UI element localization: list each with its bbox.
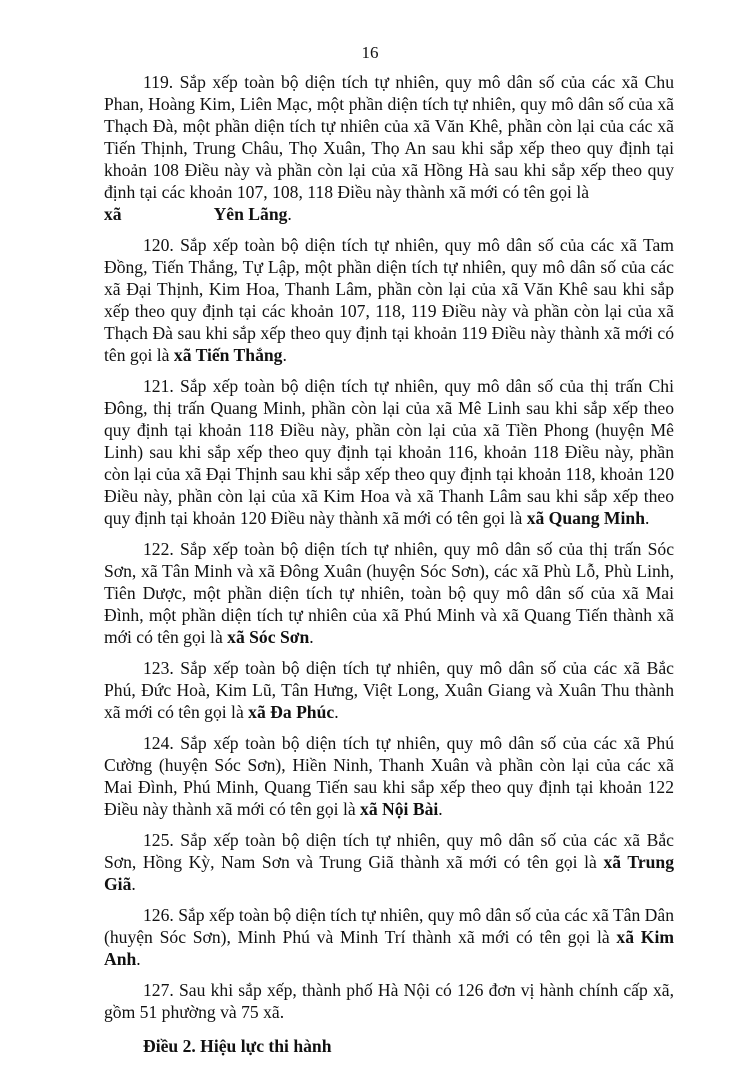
clause-text: 120. Sắp xếp toàn bộ diện tích tự nhiên, quy mô dân số của các xã Tam Đồng, Tiến Thắng, Tự Lập, một phần diện tích tự nhiên, quy mô dân số của các xã Đại Thịnh, Kim Hoa, Thanh Lâm, phần còn lại của xã Văn Khê sau khi sắp xếp theo quy định tại các khoản 107, 118, 119 Điều này và phần còn lại của xã Thạch Đà sau khi sắp xếp theo quy định tại khoản 119 Điều này thành xã mới có tên gọi là — [104, 235, 674, 365]
clause-text: 126. Sắp xếp toàn bộ diện tích tự nhiên, quy mô dân số của các xã Tân Dân (huyện Sóc Sơn), Minh Phú và Minh Trí thành xã mới có tên gọi là — [104, 905, 674, 947]
clause-121: 121. Sắp xếp toàn bộ diện tích tự nhiên, quy mô dân số của thị trấn Chi Đông, thị trấn Quang Minh, phần còn lại của xã Mê Linh sau khi sắp xếp theo quy định tại khoản 118 Điều này, phần còn lại của xã Tiền Phong (huyện Mê Linh) sau khi sắp xếp theo quy định tại khoản 116, khoản 118 Điều này, phần còn lại của xã Đại Thịnh sau khi sắp xếp theo quy định tại khoản 118, khoản 120 Điều này, phần còn lại của xã Kim Hoa và xã Thanh Lâm sau khi sắp xếp theo quy định tại khoản 120 Điều này thành xã mới có tên gọi là xã Quang Minh. — [104, 376, 674, 528]
clause-text: 122. Sắp xếp toàn bộ diện tích tự nhiên, quy mô dân số của thị trấn Sóc Sơn, xã Tân Minh và xã Đông Xuân (huyện Sóc Sơn), các xã Phù Lỗ, Phù Linh, Tiên Dược, một phần diện tích tự nhiên, toàn bộ quy mô dân số của xã Mai Đình, một phần diện tích tự nhiên của xã Phú Minh và xã Quang Tiến thành xã mới có tên gọi là — [104, 539, 674, 647]
new-commune-name: xã Kim Anh — [104, 927, 674, 969]
clause-126: 126. Sắp xếp toàn bộ diện tích tự nhiên, quy mô dân số của các xã Tân Dân (huyện Sóc Sơn), Minh Phú và Minh Trí thành xã mới có tên gọi là xã Kim Anh. — [104, 905, 674, 969]
new-commune-name: xã Nội Bài — [360, 799, 439, 819]
clause-120: 120. Sắp xếp toàn bộ diện tích tự nhiên, quy mô dân số của các xã Tam Đồng, Tiến Thắng, Tự Lập, một phần diện tích tự nhiên, quy mô dân số của các xã Đại Thịnh, Kim Hoa, Thanh Lâm, phần còn lại của xã Văn Khê sau khi sắp xếp theo quy định tại các khoản 107, 118, 119 Điều này và phần còn lại của xã Thạch Đà sau khi sắp xếp theo quy định tại khoản 119 Điều này thành xã mới có tên gọi là xã Tiến Thắng. — [104, 235, 674, 365]
new-commune-name: xã Trung Giã — [104, 852, 674, 894]
clause-text: 123. Sắp xếp toàn bộ diện tích tự nhiên, quy mô dân số của các xã Bắc Phú, Đức Hoà, Kim Lũ, Tân Hưng, Việt Long, Xuân Giang và Xuân Thu thành xã mới có tên gọi là — [104, 658, 674, 722]
new-commune-name: Yên Lãng — [213, 204, 288, 224]
new-commune-name: xã Tiến Thắng — [173, 345, 283, 365]
document-body — [104, 71, 674, 1066]
clause-text: 124. Sắp xếp toàn bộ diện tích tự nhiên, quy mô dân số của các xã Phú Cường (huyện Sóc Sơn), Hiền Ninh, Thanh Xuân và phần còn lại của các xã Mai Đình, Phú Minh, Quang Tiến sau khi sắp xếp theo quy định tại khoản 122 Điều này thành xã mới có tên gọi là — [104, 733, 674, 819]
clause-text: 125. Sắp xếp toàn bộ diện tích tự nhiên, quy mô dân số của các xã Bắc Sơn, Hồng Kỳ, Nam Sơn và Trung Giã thành xã mới có tên gọi là — [104, 830, 674, 872]
page-number: 16 — [361, 43, 379, 62]
new-commune-name: xã Sóc Sơn — [227, 627, 310, 647]
article-heading: Điều 2. Hiệu lực thi hành — [143, 1036, 332, 1056]
clause-text: 121. Sắp xếp toàn bộ diện tích tự nhiên, quy mô dân số của thị trấn Chi Đông, thị trấn Quang Minh, phần còn lại của xã Mê Linh sau khi sắp xếp theo quy định tại khoản 118 Điều này, phần còn lại của xã Tiền Phong (huyện Mê Linh) sau khi sắp xếp theo quy định tại khoản 116, khoản 118 Điều này, phần còn lại của xã Đại Thịnh sau khi sắp xếp theo quy định tại khoản 118, khoản 120 Điều này, phần còn lại của xã Kim Hoa và xã Thanh Lâm sau khi sắp xếp theo quy định tại khoản 120 Điều này thành xã mới có tên gọi là — [104, 376, 674, 528]
clause-119: 119. Sắp xếp toàn bộ diện tích tự nhiên, quy mô dân số của các xã Chu Phan, Hoàng Kim, Liên Mạc, một phần diện tích tự nhiên, quy mô dân số của xã Thạch Đà, một phần diện tích tự nhiên của xã Văn Khê, phần còn lại của các xã Tiến Thịnh, Trung Châu, Thọ Xuân, Thọ An sau khi sắp xếp theo quy định tại khoản 108 Điều này và phần còn lại của xã Hồng Hà sau khi sắp xếp theo quy định tại các khoản 107, 108, 118 Điều này thành xã mới có tên gọi là xã Yên Lãng. — [104, 72, 674, 224]
new-commune-name: xã Quang Minh — [526, 508, 645, 528]
commune-prefix: xã — [104, 204, 122, 224]
clause-text: 119. Sắp xếp toàn bộ diện tích tự nhiên, quy mô dân số của các xã Chu Phan, Hoàng Kim, Liên Mạc, một phần diện tích tự nhiên, quy mô dân số của xã Thạch Đà, một phần diện tích tự nhiên của xã Văn Khê, phần còn lại của các xã Tiến Thịnh, Trung Châu, Thọ Xuân, Thọ An sau khi sắp xếp theo quy định tại khoản 108 Điều này và phần còn lại của xã Hồng Hà sau khi sắp xếp theo quy định tại các khoản 107, 108, 118 Điều này thành xã mới có tên gọi là — [104, 72, 674, 202]
clause-124: 124. Sắp xếp toàn bộ diện tích tự nhiên, quy mô dân số của các xã Phú Cường (huyện Sóc Sơn), Hiền Ninh, Thanh Xuân và phần còn lại của các xã Mai Đình, Phú Minh, Quang Tiến sau khi sắp xếp theo quy định tại khoản 122 Điều này thành xã mới có tên gọi là xã Nội Bài. — [104, 733, 674, 819]
clause-127: 127. Sau khi sắp xếp, thành phố Hà Nội có 126 đơn vị hành chính cấp xã, gồm 51 phường và 75 xã. — [104, 980, 674, 1022]
clause-125: 125. Sắp xếp toàn bộ diện tích tự nhiên, quy mô dân số của các xã Bắc Sơn, Hồng Kỳ, Nam Sơn và Trung Giã thành xã mới có tên gọi là xã Trung Giã. — [104, 830, 674, 894]
new-commune-name: xã Đa Phúc — [248, 702, 335, 722]
clause-122: 122. Sắp xếp toàn bộ diện tích tự nhiên, quy mô dân số của thị trấn Sóc Sơn, xã Tân Minh và xã Đông Xuân (huyện Sóc Sơn), các xã Phù Lỗ, Phù Linh, Tiên Dược, một phần diện tích tự nhiên, toàn bộ quy mô dân số của xã Mai Đình, một phần diện tích tự nhiên của xã Phú Minh và xã Quang Tiến thành xã mới có tên gọi là xã Sóc Sơn. — [104, 539, 674, 647]
clause-123: 123. Sắp xếp toàn bộ diện tích tự nhiên, quy mô dân số của các xã Bắc Phú, Đức Hoà, Kim Lũ, Tân Hưng, Việt Long, Xuân Giang và Xuân Thu thành xã mới có tên gọi là xã Đa Phúc. — [104, 658, 674, 722]
